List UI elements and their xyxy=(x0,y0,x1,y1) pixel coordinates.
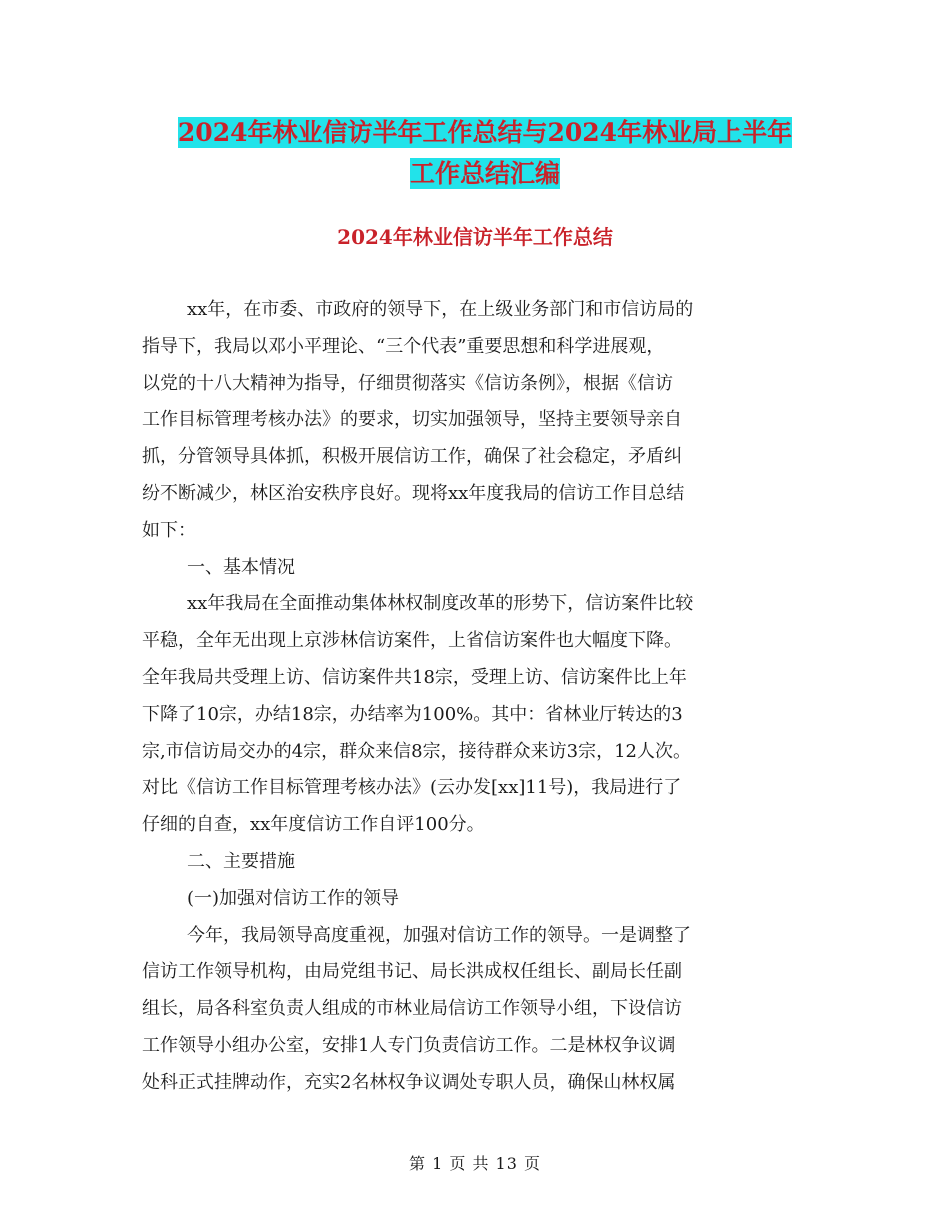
paragraph-line: xx年，在市委、市政府的领导下，在上级业务部门和市信访局的 xyxy=(187,299,694,320)
paragraph-line: 纷不断减少，林区治安秩序良好。现将xx年度我局的信访工作目总结 xyxy=(142,482,685,504)
paragraph-line: 指导下，我局以邓小平理论、“三个代表”重要思想和科学进展观， xyxy=(142,335,665,357)
paragraph-line: 组长，局各科室负责人组成的市林业局信访工作领导小组，下设信访 xyxy=(142,998,682,1020)
paragraph-line: 工作领导小组办公室，安排1人专门负责信访工作。二是林权争议调 xyxy=(142,1034,676,1056)
paragraph-line: 信访工作领导机构，由局党组书记、局长洪成权任组长、副局长任副 xyxy=(142,961,682,983)
paragraph-line: xx年我局在全面推动集体林权制度改革的形势下，信访案件比较 xyxy=(187,593,694,615)
paragraph-line: 今年，我局领导高度重视，加强对信访工作的领导。一是调整了 xyxy=(187,924,691,946)
document-title-text-1: 2024年林业信访半年工作总结与2024年林业局上半年 xyxy=(177,118,793,147)
paragraph-line: 宗,市信访局交办的4宗，群众来信8宗，接待群众来访3宗，12人次。 xyxy=(142,740,691,762)
paragraph-line: 如下： xyxy=(142,519,196,541)
document-title-line-1 xyxy=(140,111,830,155)
document-title-text-2: 工作总结汇编 xyxy=(409,159,560,188)
paragraph-line: 抓，分管领导具体抓，积极开展信访工作，确保了社会稳定，矛盾纠 xyxy=(142,446,682,468)
paragraph-line: 工作目标管理考核办法》的要求，切实加强领导，坚持主要领导亲自 xyxy=(142,409,682,431)
heading-main-measures: 二、主要措施 xyxy=(187,850,295,872)
paragraph-line: 对比《信访工作目标管理考核办法》(云办发[xx]11号)，我局进行了 xyxy=(142,777,682,799)
paragraph-line: 以党的十八大精神为指导，仔细贯彻落实《信访条例》，根据《信访 xyxy=(142,372,673,394)
section-title: 2024年林业信访半年工作总结 xyxy=(337,225,613,249)
page-footer: 第 1 页 共 13 页 xyxy=(409,1154,541,1173)
paragraph-line: 处科正式挂牌动作，充实2名林权争议调处专职人员，确保山林权属 xyxy=(142,1071,676,1093)
body-text xyxy=(142,292,812,1102)
subheading-leadership: (一)加强对信访工作的领导 xyxy=(187,887,400,909)
paragraph-line: 仔细的自查，xx年度信访工作自评100分。 xyxy=(142,814,485,836)
paragraph-line: 全年我局共受理上访、信访案件共18宗，受理上访、信访案件比上年 xyxy=(142,666,687,688)
paragraph-line: 下降了10宗，办结18宗，办结率为100%。其中：省林业厅转达的3 xyxy=(142,703,683,725)
heading-basic-situation: 一、基本情况 xyxy=(187,556,295,578)
document-title-line-2 xyxy=(140,152,830,196)
paragraph-line: 平稳，全年无出现上京涉林信访案件，上省信访案件也大幅度下降。 xyxy=(142,630,682,652)
